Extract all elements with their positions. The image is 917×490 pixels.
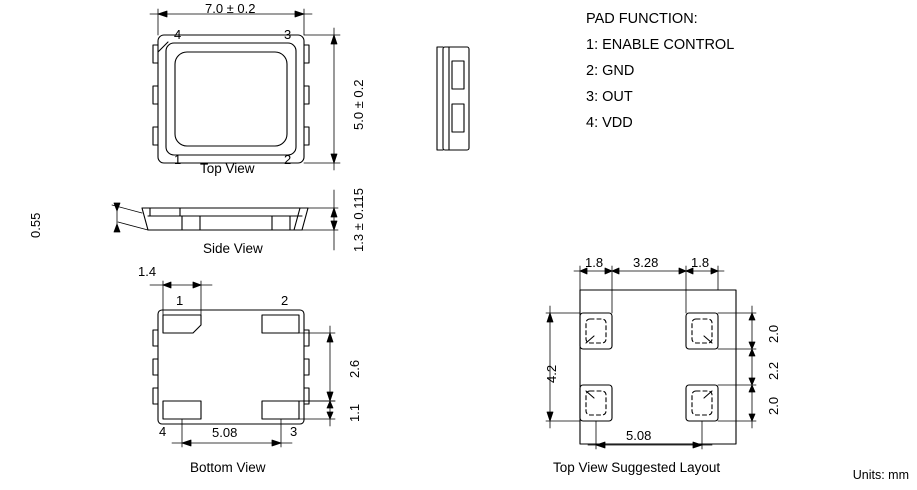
layout-pad-width-right-label: 1.8 (691, 255, 710, 270)
bottom-view-pitch-x-label: 5.08 (212, 425, 238, 440)
side-view-thickness-dimension (302, 190, 338, 250)
layout-pad-height-bottom-label: 2.0 (766, 396, 781, 415)
bottom-view-pitch-y-label: 2.6 (347, 359, 362, 378)
pad-function-item-3: 3: OUT (586, 89, 633, 105)
pad-function-item-4: 4: VDD (586, 115, 633, 131)
top-view-pin-4-label: 4 (174, 27, 182, 42)
pad-function-title: PAD FUNCTION: (586, 11, 698, 27)
side-view-standoff-dimension (112, 203, 148, 232)
layout-total-height-label: 4.2 (544, 364, 559, 383)
top-view-name: Top View (200, 161, 255, 176)
units-note: Units: mm (852, 468, 909, 482)
top-view-pin-3-label: 3 (284, 27, 292, 42)
bottom-view-name: Bottom View (190, 460, 266, 475)
layout-pad-height-top-label: 2.0 (766, 324, 781, 343)
bottom-view-pad-height-label: 1.1 (347, 403, 362, 422)
side-view-thickness-label: 1.3 ± 0.115 (351, 188, 366, 252)
pad-function-item-2: 2: GND (586, 63, 635, 79)
bottom-view-pin-3-label: 3 (290, 424, 298, 439)
top-view-pin-2-label: 2 (284, 152, 292, 167)
layout-pad-width-left-label: 1.8 (585, 255, 604, 270)
pad-function-legend (586, 12, 734, 142)
layout-pitch-x-label: 5.08 (626, 428, 652, 443)
bottom-view-graphic (153, 310, 309, 424)
bottom-view-pin-1-label: 1 (176, 293, 184, 308)
top-view-width-label: 7.0 ± 0.2 (205, 1, 256, 16)
end-view-graphic (437, 47, 469, 150)
layout-view-name: Top View Suggested Layout (553, 460, 721, 475)
bottom-view-pin-4-label: 4 (159, 424, 167, 439)
top-view-height-label: 5.0 ± 0.2 (351, 79, 366, 130)
suggested-layout-graphic (580, 290, 736, 444)
top-view-pin-1-label: 1 (174, 152, 182, 167)
layout-gap-v-label: 2.2 (766, 361, 781, 380)
side-view-name: Side View (203, 241, 263, 256)
bottom-view-pin-2-label: 2 (281, 293, 289, 308)
side-view-graphic (142, 208, 308, 230)
layout-right-dimensions (718, 306, 756, 428)
top-view-graphic (153, 35, 309, 163)
side-view-standoff-label: 0.55 (28, 212, 43, 238)
pad-function-item-1: 1: ENABLE CONTROL (586, 37, 735, 53)
bottom-view-pad-width-label: 1.4 (138, 264, 157, 279)
layout-gap-label: 3.28 (633, 255, 659, 270)
